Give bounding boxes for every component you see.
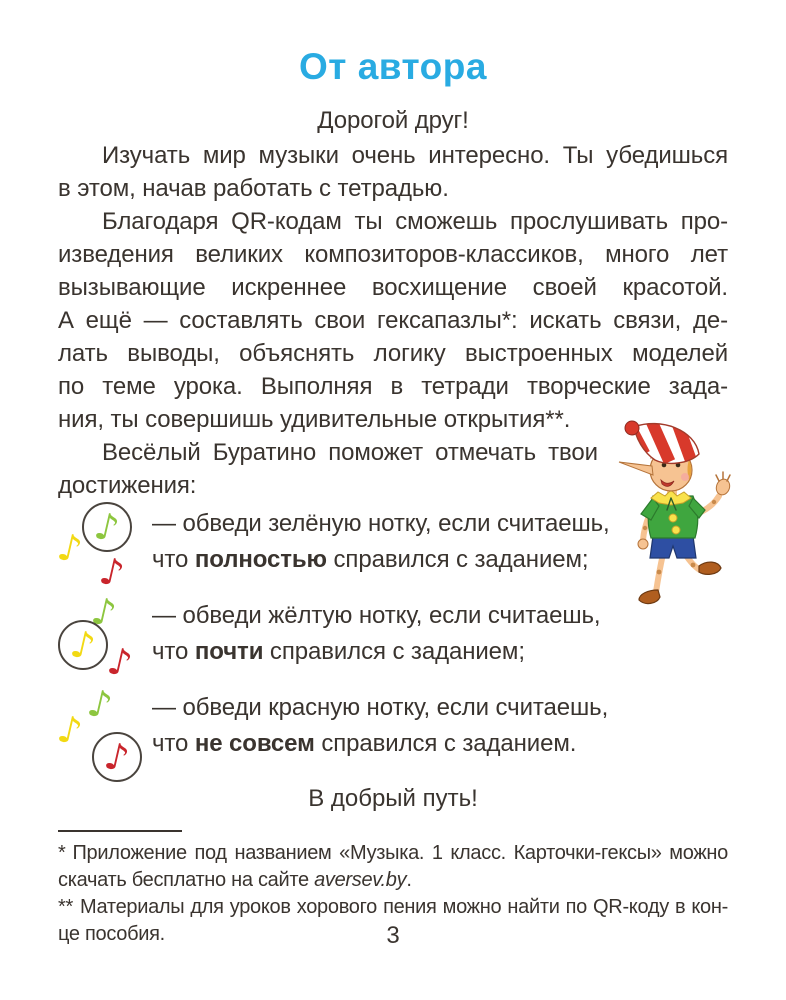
- red-eighth-note-icon: ♪: [95, 548, 129, 597]
- green-eighth-note-icon: ♪: [87, 588, 121, 637]
- bullet-text-part: справился с заданием;: [326, 546, 589, 573]
- footnote-text: Приложение под названием «Музыка. 1 класс. Карточки-гексы» можно: [72, 842, 728, 864]
- bullet-text-part: справился с заданием;: [263, 638, 525, 665]
- note-cluster-green-circled: [53, 502, 152, 597]
- paragraph-line: в этом, начав работать с тетрадью.: [58, 175, 449, 202]
- yellow-eighth-note-icon: ♪: [53, 524, 87, 573]
- footnote-marker: **: [58, 896, 73, 918]
- bullet-text: [152, 690, 608, 774]
- footnote-line: [58, 840, 728, 867]
- footnote-divider: [58, 830, 182, 832]
- bullet-red-note: [53, 680, 728, 781]
- footnote-text: Материалы для уроков хорового пения можно найти по QR-коду в кон-: [79, 896, 728, 918]
- note-cluster-yellow-circled: [58, 588, 152, 687]
- footnote-line: [58, 894, 728, 921]
- paragraph-line: ния, ты совершишь удивительные открытия**.: [58, 406, 571, 433]
- paragraph-2: [58, 205, 728, 436]
- footnote-line: [58, 867, 728, 894]
- salutation-line: Дорогой друг!: [317, 107, 469, 134]
- bullet-text-bold: полностью: [194, 546, 327, 573]
- yellow-eighth-note-icon: ♪: [53, 706, 87, 755]
- yellow-eighth-note-icon: ♪: [66, 621, 100, 669]
- paragraph-line: Изучать мир музыки очень интересно. Ты убедишься: [102, 142, 728, 169]
- bullet-text-part: что: [152, 638, 195, 665]
- page-title: От автора: [299, 46, 487, 87]
- bullet-text-part: что: [152, 546, 195, 573]
- bullet-text: [152, 598, 600, 682]
- website-name: aversev.by: [314, 869, 407, 891]
- paragraph-line: Благодаря QR-кодам ты сможешь прослушивать про-: [102, 208, 728, 235]
- green-eighth-note-icon: ♪: [90, 503, 124, 551]
- closing-line: В добрый путь!: [308, 785, 478, 812]
- bullet-line: [152, 542, 610, 578]
- paragraph-line: лать выводы, объяснять логику выстроенных моделей: [58, 340, 728, 367]
- red-eighth-note-icon: ♪: [100, 733, 134, 781]
- footnote-text: скачать бесплатно на сайте: [58, 869, 315, 891]
- selection-circle: [82, 502, 132, 552]
- footnote-1: [58, 840, 728, 894]
- bullet-line: — обведи жёлтую нотку, если считаешь,: [152, 602, 601, 629]
- footnote-marker: *: [58, 842, 66, 864]
- bullet-text-part: что: [152, 730, 195, 757]
- bullet-text-bold: не совсем: [194, 730, 315, 757]
- paragraph-line: Весёлый Буратино поможет отмечать твои: [102, 439, 598, 466]
- paragraph-line: достижения:: [58, 472, 197, 499]
- selection-circle: [92, 732, 142, 782]
- bullet-line: [152, 726, 608, 762]
- paragraph-1: [58, 139, 728, 205]
- paragraph-line: по теме урока. Выполняя в тетради творческие зада-: [58, 373, 728, 400]
- page-number: 3: [386, 922, 400, 949]
- footnote-text: .: [406, 869, 412, 891]
- paragraph-line: изведения великих композиторов-классиков, много лет: [58, 241, 728, 268]
- paragraph-line: А ещё — составлять свои гексапазлы*: искать связи, де-: [58, 307, 728, 334]
- bullet-text: [152, 506, 610, 590]
- bullet-line: [152, 634, 600, 670]
- bullet-text-part: справился с заданием.: [314, 730, 577, 757]
- paragraph-line: вызывающие искреннее восхищение своей красотой.: [58, 274, 728, 301]
- red-eighth-note-icon: ♪: [103, 638, 137, 687]
- footnote-line: це пособия.: [58, 923, 165, 945]
- bullet-text-bold: почти: [194, 638, 264, 665]
- bullet-line: — обведи зелёную нотку, если считаешь,: [152, 510, 610, 537]
- green-eighth-note-icon: ♪: [83, 680, 117, 729]
- bullet-line: — обведи красную нотку, если считаешь,: [152, 694, 609, 721]
- note-cluster-red-circled: [53, 680, 152, 781]
- buratino-illustration: [600, 420, 752, 610]
- selection-circle: [58, 620, 108, 670]
